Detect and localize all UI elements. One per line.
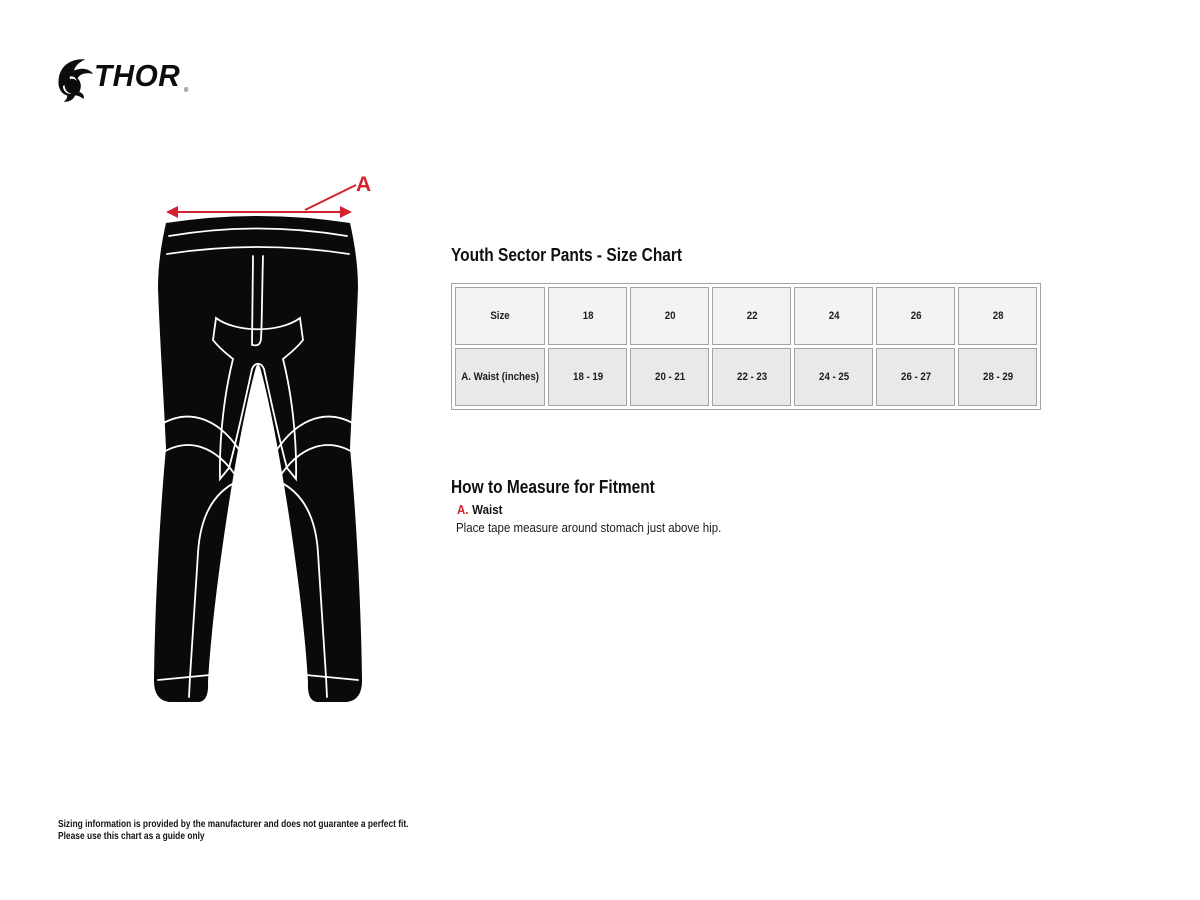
measure-item-instruction: Place tape measure around stomach just above hip. <box>456 521 722 535</box>
value-cell: 18 - 19 <box>548 348 627 406</box>
brand-logo-text: THOR <box>94 58 181 93</box>
header-cell: 22 <box>712 287 791 345</box>
header-cell-size: Size <box>455 287 545 345</box>
header-cell: 18 <box>548 287 627 345</box>
header-cell: 24 <box>794 287 873 345</box>
size-chart-table <box>451 283 1041 410</box>
sizing-disclaimer-line1: Sizing information is provided by the manufacturer and does not guarantee a perfect fit. <box>58 818 409 830</box>
howto-measure-title: How to Measure for Fitment <box>451 477 655 497</box>
waist-measure-arrow <box>166 185 356 218</box>
value-cell: 24 - 25 <box>794 348 873 406</box>
waist-measure-label: A <box>356 173 372 196</box>
value-cell: 20 - 21 <box>630 348 709 406</box>
measure-item-waist <box>457 503 502 517</box>
pants-measurement-diagram <box>150 163 380 719</box>
measure-item-name: Waist <box>472 503 503 517</box>
row-label-cell: A. Waist (inches) <box>455 348 545 406</box>
header-cell: 26 <box>876 287 955 345</box>
pants-silhouette <box>154 216 362 702</box>
registered-mark: ® <box>184 88 189 94</box>
sizing-disclaimer-line2: Please use this chart as a guide only <box>58 830 205 842</box>
value-cell: 28 - 29 <box>958 348 1037 406</box>
header-cell: 28 <box>958 287 1037 345</box>
sizing-disclaimer <box>58 818 409 842</box>
value-cell: 22 - 23 <box>712 348 791 406</box>
header-cell: 20 <box>630 287 709 345</box>
table-row-size <box>455 287 1037 345</box>
value-cell: 26 - 27 <box>876 348 955 406</box>
thor-goat-icon <box>56 54 94 106</box>
brand-logo <box>56 52 206 108</box>
measure-item-key: A. <box>457 503 469 517</box>
size-chart-title: Youth Sector Pants - Size Chart <box>451 245 683 265</box>
table-row-waist <box>455 348 1037 406</box>
